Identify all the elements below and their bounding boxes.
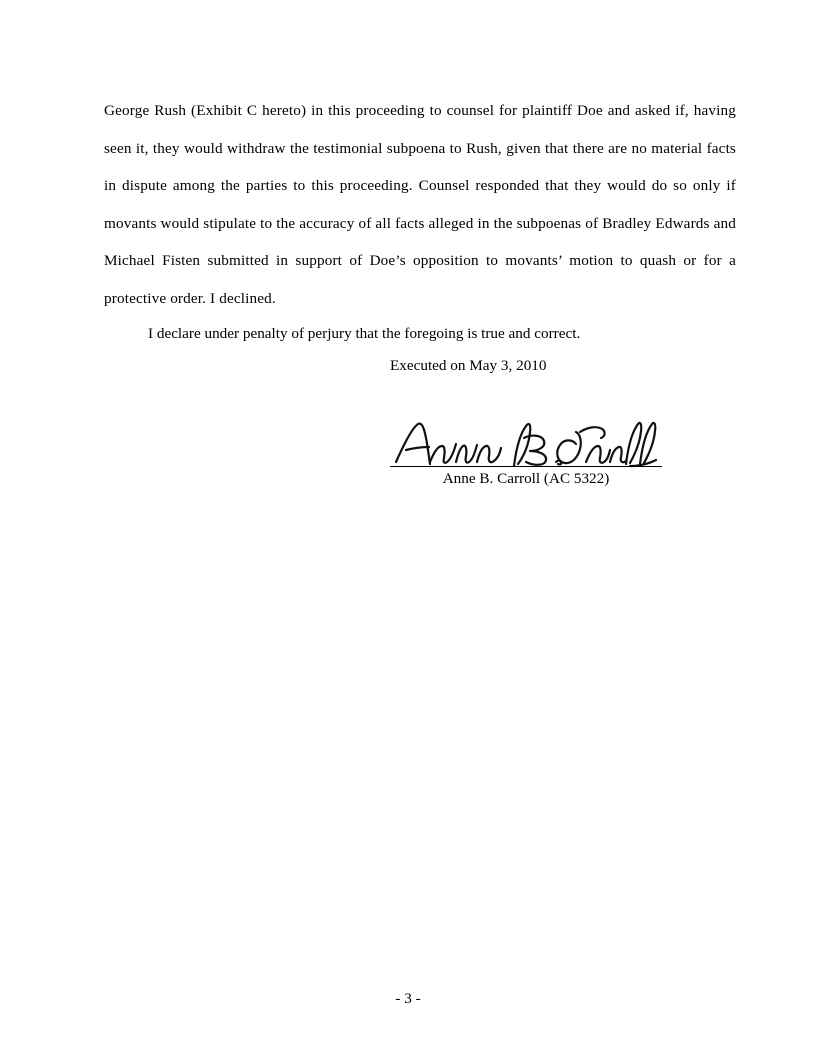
signature-rule bbox=[390, 466, 662, 467]
paragraph-continuation: George Rush (Exhibit C hereto) in this proceeding to counsel for plaintiff Doe and asked if, having seen it, they would withdraw the testimonial subpoena to Rush, given that there are no material facts in dispute among the parties to this proceeding. Counsel responded that they would do so only if movants would stipulate to the accuracy of all facts alleged in the subpoenas of Bradley Edwards and Michael Fisten submitted in support of Doe’s opposition to movants’ motion to quash or for a protective order. I declined. bbox=[104, 102, 736, 307]
signature-block bbox=[390, 418, 662, 470]
page-number: - 3 - bbox=[395, 990, 421, 1007]
body-paragraph-block bbox=[104, 92, 736, 317]
signer-typed-name: Anne B. Carroll (AC 5322) bbox=[442, 470, 610, 487]
declaration-paragraph: I declare under penalty of perjury that the foregoing is true and correct. bbox=[148, 325, 581, 342]
handwritten-signature-icon bbox=[390, 418, 662, 470]
execution-date-line: Executed on May 3, 2010 bbox=[390, 357, 547, 374]
